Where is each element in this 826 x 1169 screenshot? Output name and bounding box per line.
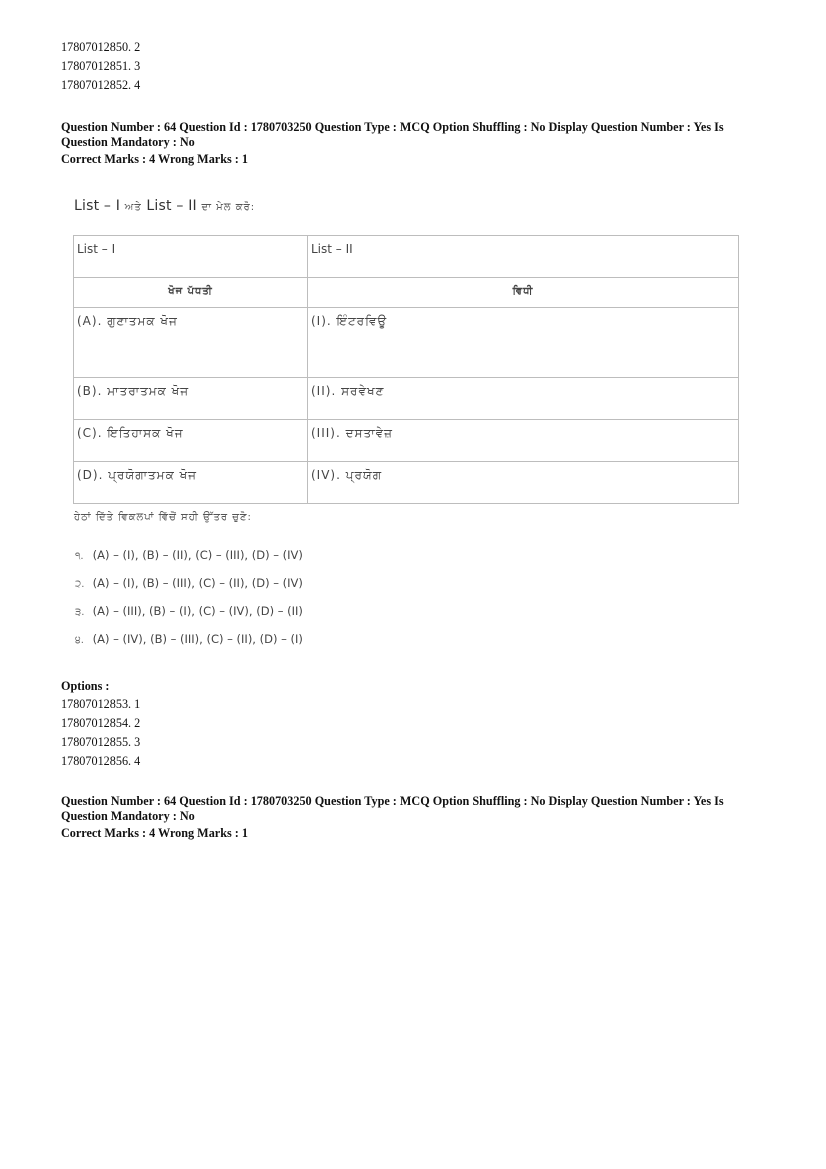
row-b-list2: (II). ਸਰਵੇਖਣ xyxy=(308,378,739,420)
question-header-2-line1: Question Number : 64 Question Id : 1780703250 Question Type : MCQ Option Shuffling : No Display Question Number : Yes Is xyxy=(61,794,724,808)
question-title xyxy=(74,198,255,214)
question-image xyxy=(72,196,742,656)
choice-2-number: ੨. xyxy=(75,579,85,590)
row-d-list1: (D). ਪ੍ਰਯੋਗਾਤਮਕ ਖੋਜ xyxy=(74,462,308,504)
title-list2: List – II xyxy=(146,198,197,214)
choice-1 xyxy=(75,548,303,562)
question-marks: Correct Marks : 4 Wrong Marks : 1 xyxy=(61,152,248,166)
table-row xyxy=(74,462,739,504)
choice-2-text: (A) – (I), (B) – (III), (C) – (II), (D) – (IV) xyxy=(92,576,303,590)
choice-4-number: ੪. xyxy=(75,635,84,646)
title-connector: ਅਤੇ xyxy=(124,202,142,213)
choice-1-number: ੧. xyxy=(75,551,84,562)
option-item-2: 17807012854. 2 xyxy=(61,716,141,730)
options-label: Options : xyxy=(61,679,110,693)
choice-3-text: (A) – (III), (B) – (I), (C) – (IV), (D) – (II) xyxy=(92,604,303,618)
subheader-list1: ਖੋਜ ਪੱਧਤੀ xyxy=(74,278,308,308)
row-a-list2: (I). ਇੰਟਰਵਿਊ xyxy=(308,308,739,378)
choice-4-text: (A) – (IV), (B) – (III), (C) – (II), (D) – (I) xyxy=(92,632,303,646)
match-table xyxy=(73,235,739,504)
prev-option-1: 17807012850. 2 xyxy=(61,40,141,54)
choice-4 xyxy=(75,632,303,646)
title-list1: List – I xyxy=(74,198,121,214)
choice-3 xyxy=(75,604,303,618)
row-d-list2: (IV). ਪ੍ਰਯੋਗ xyxy=(308,462,739,504)
title-suffix: ਦਾ ਮੇਲ ਕਰੋ: xyxy=(201,202,256,213)
answer-instruction: ਹੇਠਾਂ ਦਿੱਤੇ ਵਿਕਲਪਾਂ ਵਿੱਚੋਂ ਸਹੀ ਉੱਤਰ ਚੁਣੋ: xyxy=(74,512,252,523)
table-row xyxy=(74,420,739,462)
row-c-list2: (III). ਦਸਤਾਵੇਜ਼ xyxy=(308,420,739,462)
table-row xyxy=(74,378,739,420)
table-header-row xyxy=(74,236,739,278)
choice-3-number: ੩. xyxy=(75,607,85,618)
header-list1: List – I xyxy=(74,236,308,278)
table-row xyxy=(74,308,739,378)
prev-option-3: 17807012852. 4 xyxy=(61,78,141,92)
question-header-line2: Question Mandatory : No xyxy=(61,135,195,149)
question-2-marks: Correct Marks : 4 Wrong Marks : 1 xyxy=(61,826,248,840)
option-item-3: 17807012855. 3 xyxy=(61,735,141,749)
table-subheader-row xyxy=(74,278,739,308)
subheader-list2: ਵਿਧੀ xyxy=(308,278,739,308)
question-header-2-line2: Question Mandatory : No xyxy=(61,809,195,823)
row-c-list1: (C). ਇਤਿਹਾਸਕ ਖੋਜ xyxy=(74,420,308,462)
row-b-list1: (B). ਮਾਤਰਾਤਮਕ ਖੋਜ xyxy=(74,378,308,420)
row-a-list1: (A). ਗੁਣਾਤਮਕ ਖੋਜ xyxy=(74,308,308,378)
choice-1-text: (A) – (I), (B) – (II), (C) – (III), (D) – (IV) xyxy=(92,548,303,562)
question-header-line1: Question Number : 64 Question Id : 1780703250 Question Type : MCQ Option Shuffling : No Display Question Number : Yes Is xyxy=(61,120,724,134)
header-list2: List – II xyxy=(308,236,739,278)
prev-option-2: 17807012851. 3 xyxy=(61,59,141,73)
option-item-4: 17807012856. 4 xyxy=(61,754,141,768)
option-item-1: 17807012853. 1 xyxy=(61,697,141,711)
choice-2 xyxy=(75,576,303,590)
